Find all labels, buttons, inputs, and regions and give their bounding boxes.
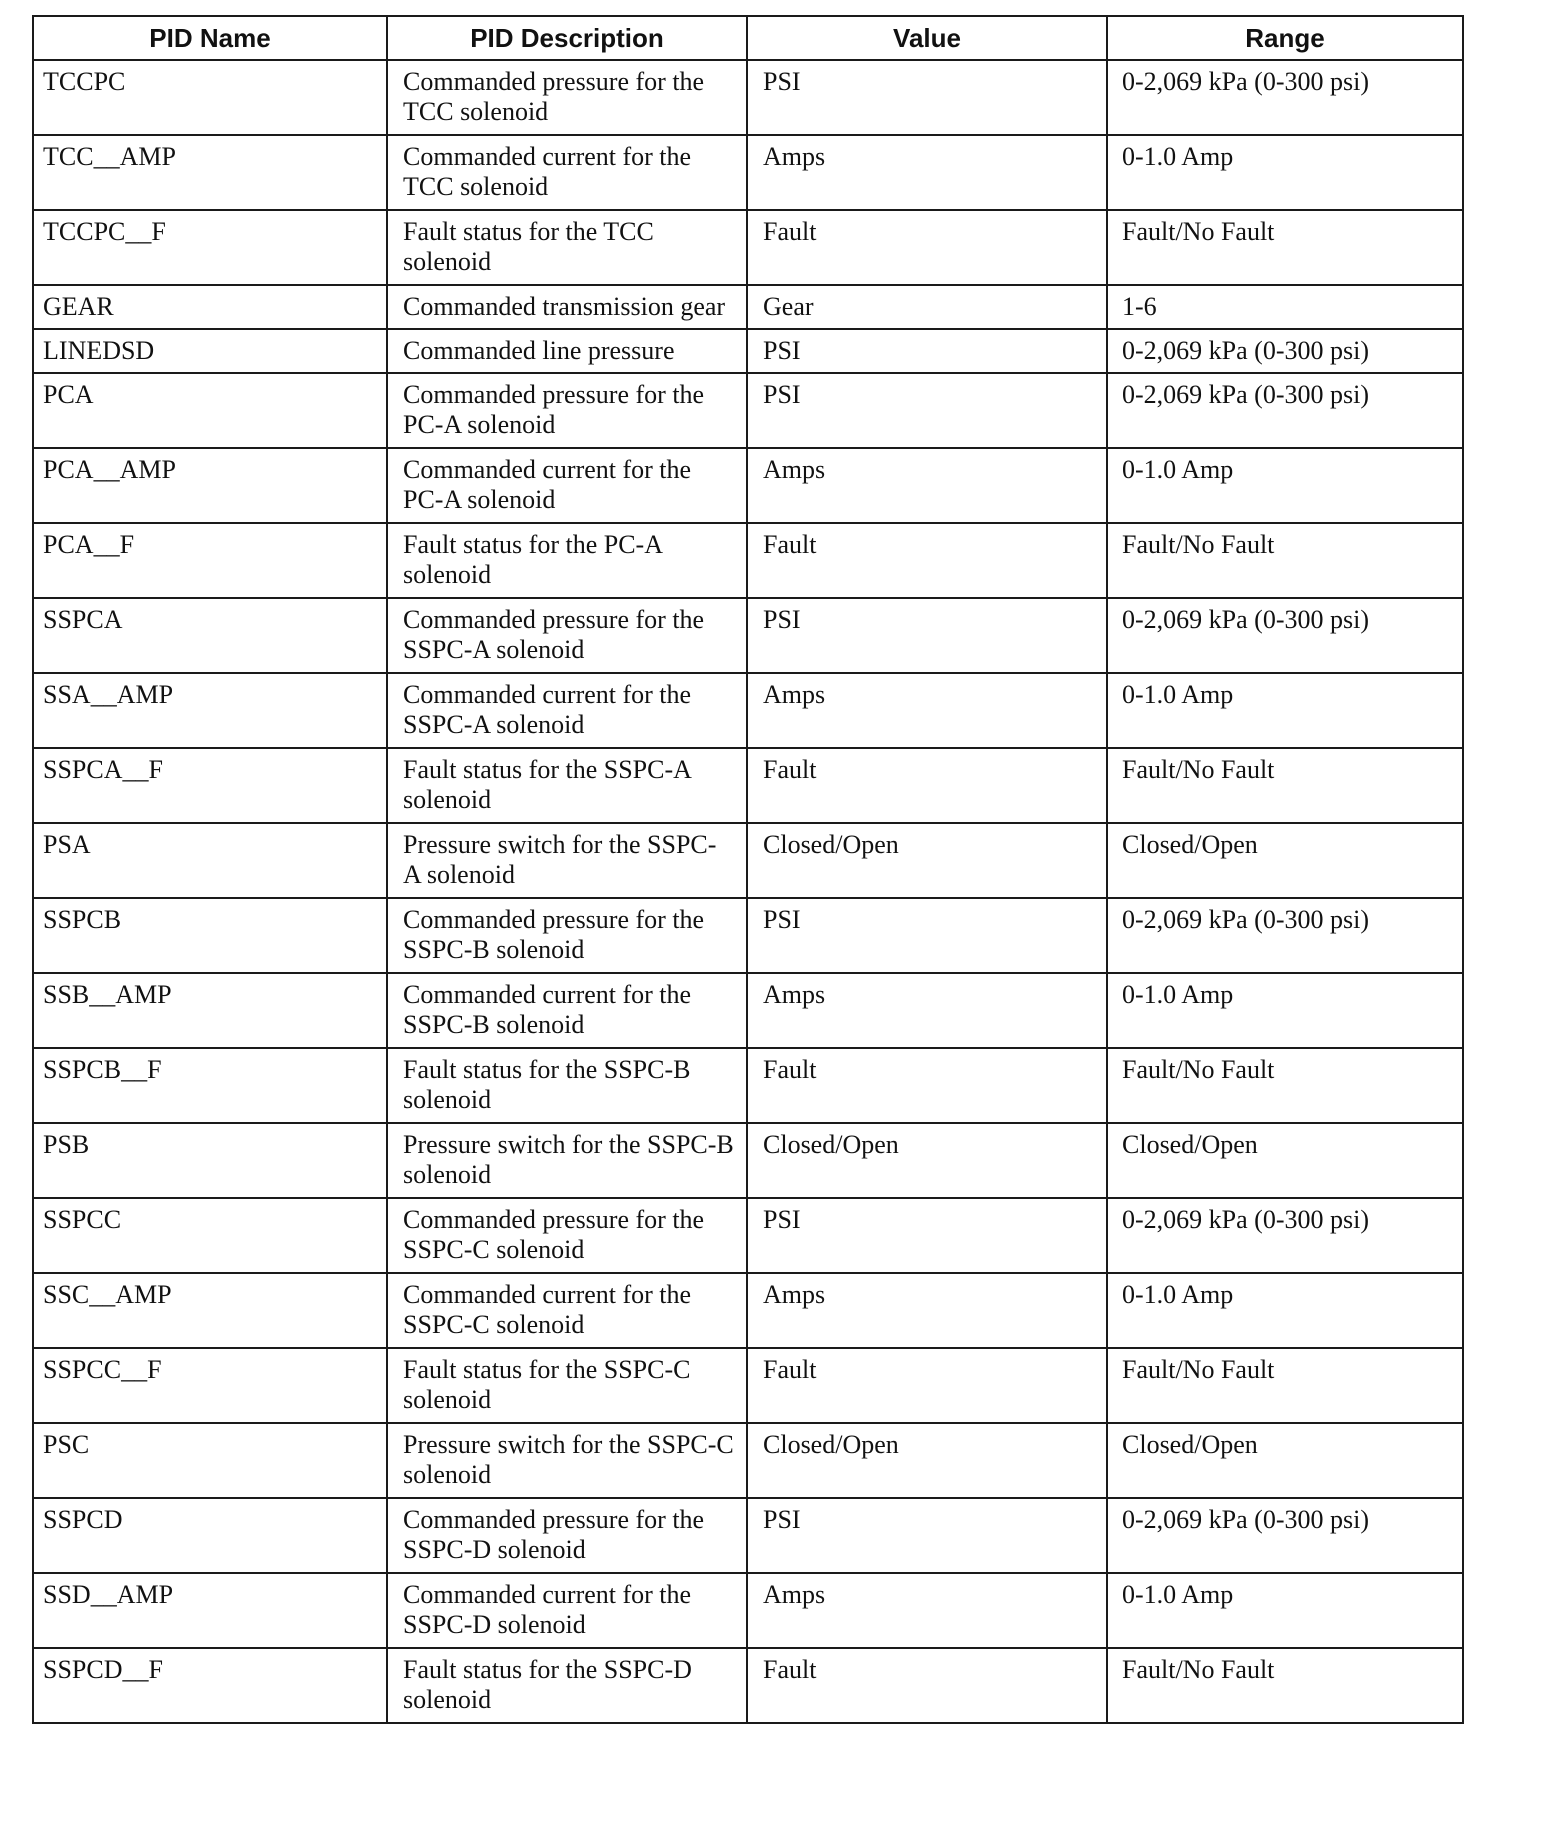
pid-name-cell: SSPCD — [33, 1498, 387, 1573]
header-pid-name: PID Name — [33, 16, 387, 60]
range-cell: Closed/Open — [1107, 1123, 1463, 1198]
range-cell: 0-2,069 kPa (0-300 psi) — [1107, 1198, 1463, 1273]
header-range: Range — [1107, 16, 1463, 60]
pid-description-cell: Commanded transmission gear — [387, 285, 747, 329]
pid-description-cell: Fault status for the TCC solenoid — [387, 210, 747, 285]
pid-name-cell: SSPCA — [33, 598, 387, 673]
table-row — [33, 1198, 1463, 1273]
header-pid-description: PID Description — [387, 16, 747, 60]
pid-description-cell: Commanded pressure for the PC-A solenoid — [387, 373, 747, 448]
pid-name-cell: SSPCB — [33, 898, 387, 973]
pid-name-cell: GEAR — [33, 285, 387, 329]
range-cell: 0-2,069 kPa (0-300 psi) — [1107, 898, 1463, 973]
value-cell: PSI — [747, 898, 1107, 973]
value-cell: Amps — [747, 673, 1107, 748]
table-row — [33, 898, 1463, 973]
value-cell: PSI — [747, 1198, 1107, 1273]
pid-description-cell: Fault status for the SSPC-A solenoid — [387, 748, 747, 823]
pid-name-cell: TCCPC — [33, 60, 387, 135]
range-cell: 0-1.0 Amp — [1107, 1273, 1463, 1348]
pid-description-cell: Fault status for the SSPC-B solenoid — [387, 1048, 747, 1123]
table-row — [33, 823, 1463, 898]
range-cell: Closed/Open — [1107, 1423, 1463, 1498]
table-row — [33, 210, 1463, 285]
value-cell: Fault — [747, 1348, 1107, 1423]
pid-description-cell: Commanded pressure for the TCC solenoid — [387, 60, 747, 135]
range-cell: 0-1.0 Amp — [1107, 448, 1463, 523]
value-cell: PSI — [747, 60, 1107, 135]
pid-description-cell: Pressure switch for the SSPC-C solenoid — [387, 1423, 747, 1498]
pid-name-cell: SSPCB__F — [33, 1048, 387, 1123]
header-row — [33, 16, 1463, 60]
value-cell: Gear — [747, 285, 1107, 329]
table-row — [33, 973, 1463, 1048]
value-cell: PSI — [747, 1498, 1107, 1573]
table-row — [33, 598, 1463, 673]
range-cell: 1-6 — [1107, 285, 1463, 329]
range-cell: Fault/No Fault — [1107, 748, 1463, 823]
pid-name-cell: PCA — [33, 373, 387, 448]
value-cell: Amps — [747, 135, 1107, 210]
pid-description-cell: Commanded pressure for the SSPC-A solenoid — [387, 598, 747, 673]
range-cell: Fault/No Fault — [1107, 1048, 1463, 1123]
table-row — [33, 1648, 1463, 1723]
table-row — [33, 1573, 1463, 1648]
pid-name-cell: LINEDSD — [33, 329, 387, 373]
value-cell: PSI — [747, 329, 1107, 373]
table-row — [33, 1348, 1463, 1423]
pid-name-cell: PCA__AMP — [33, 448, 387, 523]
pid-name-cell: SSA__AMP — [33, 673, 387, 748]
value-cell: Fault — [747, 1048, 1107, 1123]
pid-description-cell: Pressure switch for the SSPC-A solenoid — [387, 823, 747, 898]
table-row — [33, 329, 1463, 373]
pid-name-cell: SSB__AMP — [33, 973, 387, 1048]
value-cell: Fault — [747, 748, 1107, 823]
pid-description-cell: Commanded current for the SSPC-D solenoid — [387, 1573, 747, 1648]
pid-description-cell: Pressure switch for the SSPC-B solenoid — [387, 1123, 747, 1198]
value-cell: Amps — [747, 448, 1107, 523]
value-cell: Amps — [747, 1273, 1107, 1348]
pid-description-cell: Commanded line pressure — [387, 329, 747, 373]
pid-description-cell: Commanded pressure for the SSPC-B solenoid — [387, 898, 747, 973]
pid-description-cell: Fault status for the SSPC-D solenoid — [387, 1648, 747, 1723]
range-cell: 0-2,069 kPa (0-300 psi) — [1107, 60, 1463, 135]
value-cell: Amps — [747, 973, 1107, 1048]
pid-description-cell: Commanded current for the SSPC-C solenoid — [387, 1273, 747, 1348]
range-cell: Fault/No Fault — [1107, 523, 1463, 598]
pid-name-cell: SSC__AMP — [33, 1273, 387, 1348]
pid-description-cell: Commanded current for the SSPC-B solenoid — [387, 973, 747, 1048]
pid-description-cell: Commanded current for the TCC solenoid — [387, 135, 747, 210]
value-cell: Fault — [747, 523, 1107, 598]
table-body — [33, 60, 1463, 1723]
table-row — [33, 1498, 1463, 1573]
value-cell: Closed/Open — [747, 823, 1107, 898]
range-cell: Fault/No Fault — [1107, 1648, 1463, 1723]
pid-name-cell: PSC — [33, 1423, 387, 1498]
table-row — [33, 135, 1463, 210]
pid-name-cell: PCA__F — [33, 523, 387, 598]
range-cell: Fault/No Fault — [1107, 210, 1463, 285]
range-cell: Fault/No Fault — [1107, 1348, 1463, 1423]
value-cell: Fault — [747, 210, 1107, 285]
pid-name-cell: PSA — [33, 823, 387, 898]
table-row — [33, 60, 1463, 135]
table-row — [33, 448, 1463, 523]
pid-name-cell: SSPCA__F — [33, 748, 387, 823]
range-cell: 0-1.0 Amp — [1107, 673, 1463, 748]
value-cell: PSI — [747, 598, 1107, 673]
range-cell: 0-2,069 kPa (0-300 psi) — [1107, 1498, 1463, 1573]
value-cell: Fault — [747, 1648, 1107, 1723]
pid-name-cell: SSPCD__F — [33, 1648, 387, 1723]
pid-name-cell: SSD__AMP — [33, 1573, 387, 1648]
table-row — [33, 673, 1463, 748]
header-value: Value — [747, 16, 1107, 60]
pid-description-cell: Fault status for the PC-A solenoid — [387, 523, 747, 598]
pid-description-cell: Commanded pressure for the SSPC-C solenoid — [387, 1198, 747, 1273]
pid-name-cell: TCC__AMP — [33, 135, 387, 210]
table-row — [33, 1048, 1463, 1123]
table-row — [33, 1273, 1463, 1348]
pid-description-cell: Fault status for the SSPC-C solenoid — [387, 1348, 747, 1423]
value-cell: Closed/Open — [747, 1123, 1107, 1198]
pid-table — [32, 15, 1464, 1724]
table-row — [33, 523, 1463, 598]
table-header — [33, 16, 1463, 60]
table-row — [33, 1423, 1463, 1498]
table-row — [33, 285, 1463, 329]
pid-name-cell: SSPCC__F — [33, 1348, 387, 1423]
range-cell: 0-2,069 kPa (0-300 psi) — [1107, 373, 1463, 448]
table-row — [33, 748, 1463, 823]
range-cell: 0-2,069 kPa (0-300 psi) — [1107, 598, 1463, 673]
value-cell: Amps — [747, 1573, 1107, 1648]
range-cell: Closed/Open — [1107, 823, 1463, 898]
range-cell: 0-1.0 Amp — [1107, 973, 1463, 1048]
pid-description-cell: Commanded pressure for the SSPC-D solenoid — [387, 1498, 747, 1573]
table-row — [33, 373, 1463, 448]
range-cell: 0-2,069 kPa (0-300 psi) — [1107, 329, 1463, 373]
range-cell: 0-1.0 Amp — [1107, 135, 1463, 210]
range-cell: 0-1.0 Amp — [1107, 1573, 1463, 1648]
value-cell: Closed/Open — [747, 1423, 1107, 1498]
value-cell: PSI — [747, 373, 1107, 448]
pid-name-cell: SSPCC — [33, 1198, 387, 1273]
pid-description-cell: Commanded current for the PC-A solenoid — [387, 448, 747, 523]
pid-name-cell: PSB — [33, 1123, 387, 1198]
table-row — [33, 1123, 1463, 1198]
pid-description-cell: Commanded current for the SSPC-A solenoid — [387, 673, 747, 748]
pid-name-cell: TCCPC__F — [33, 210, 387, 285]
